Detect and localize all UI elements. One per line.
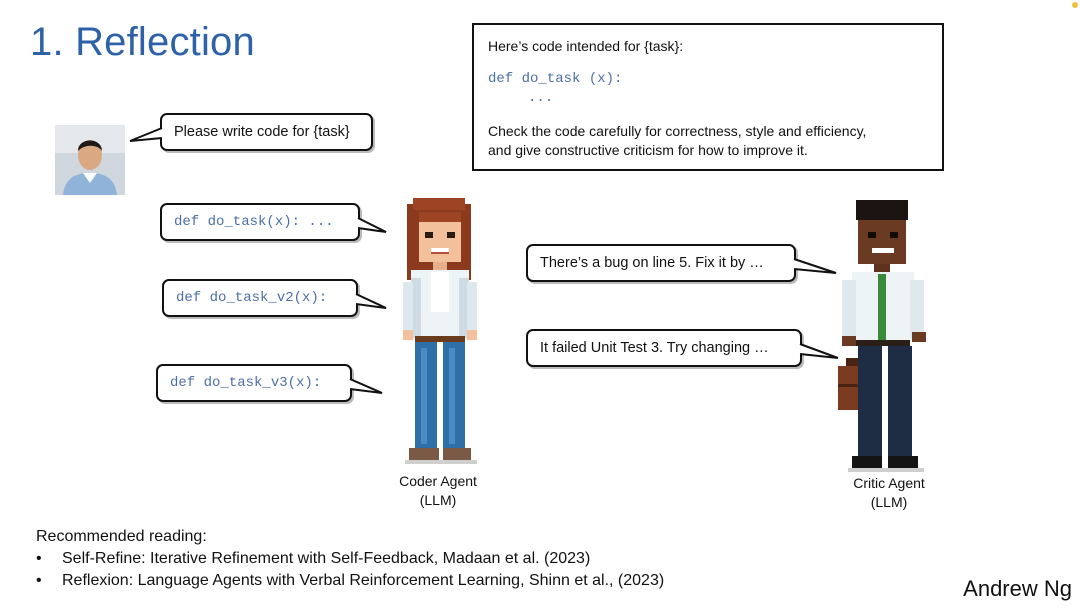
recommended-reading (36, 526, 664, 592)
user-request-bubble (160, 113, 373, 151)
bubble-tail (356, 214, 388, 236)
critic-agent-figure-icon (836, 200, 940, 474)
critic-bubble-2-text: It failed Unit Test 3. Try changing … (540, 340, 769, 356)
critic-agent-name: Critic Agent (853, 475, 925, 491)
author-name: Andrew Ng (963, 576, 1072, 601)
coder-agent-model: (LLM) (419, 492, 457, 508)
prompt-code-line-1: def do_task (x): (488, 71, 623, 87)
coder-agent-label (378, 472, 498, 510)
corner-dot (1072, 2, 1078, 8)
bubble-tail (798, 340, 840, 362)
critic-agent-model: (LLM) (870, 494, 908, 510)
reading-heading: Recommended reading: (36, 528, 207, 545)
coder-bubble-2 (162, 279, 358, 317)
user-photo-icon (55, 125, 125, 195)
user-avatar (55, 125, 125, 195)
bubble-tail (792, 255, 838, 277)
critic-bubble-1-text: There’s a bug on line 5. Fix it by … (540, 255, 764, 271)
critic-bubble-2 (526, 329, 802, 367)
reading-item: • Reflexion: Language Agents with Verbal Reinforcement Learning, Shinn et al., (2023) (36, 570, 664, 592)
prompt-intro: Here’s code intended for {task}: (488, 38, 684, 54)
slide-title: 1. Reflection (30, 20, 255, 64)
coder-bubble-1 (160, 203, 360, 241)
prompt-code-line-2: ... (528, 90, 554, 106)
coder-agent-name: Coder Agent (399, 473, 477, 489)
reading-item: • Self-Refine: Iterative Refinement with Self-Feedback, Madaan et al. (2023) (36, 548, 664, 570)
coder-bubble-2-text: def do_task_v2(x): (176, 290, 328, 306)
bubble-tail (128, 126, 164, 146)
prompt-instruction-line-2: and give constructive criticism for how to improve it. (488, 142, 808, 158)
bubble-tail (354, 290, 388, 312)
coder-bubble-3-text: def do_task_v3(x): (170, 375, 322, 391)
reading-list (36, 548, 664, 592)
critic-agent-label (829, 474, 949, 512)
coder-agent-figure-icon (395, 198, 485, 466)
coder-bubble-3 (156, 364, 352, 402)
critic-bubble-1 (526, 244, 796, 282)
prompt-instruction-line-1: Check the code carefully for correctness, style and efficiency, (488, 123, 867, 139)
coder-bubble-1-text: def do_task(x): ... (174, 214, 334, 230)
user-request-text: Please write code for {task} (174, 124, 350, 140)
bubble-tail (348, 375, 384, 397)
critic-prompt-box (472, 23, 944, 171)
